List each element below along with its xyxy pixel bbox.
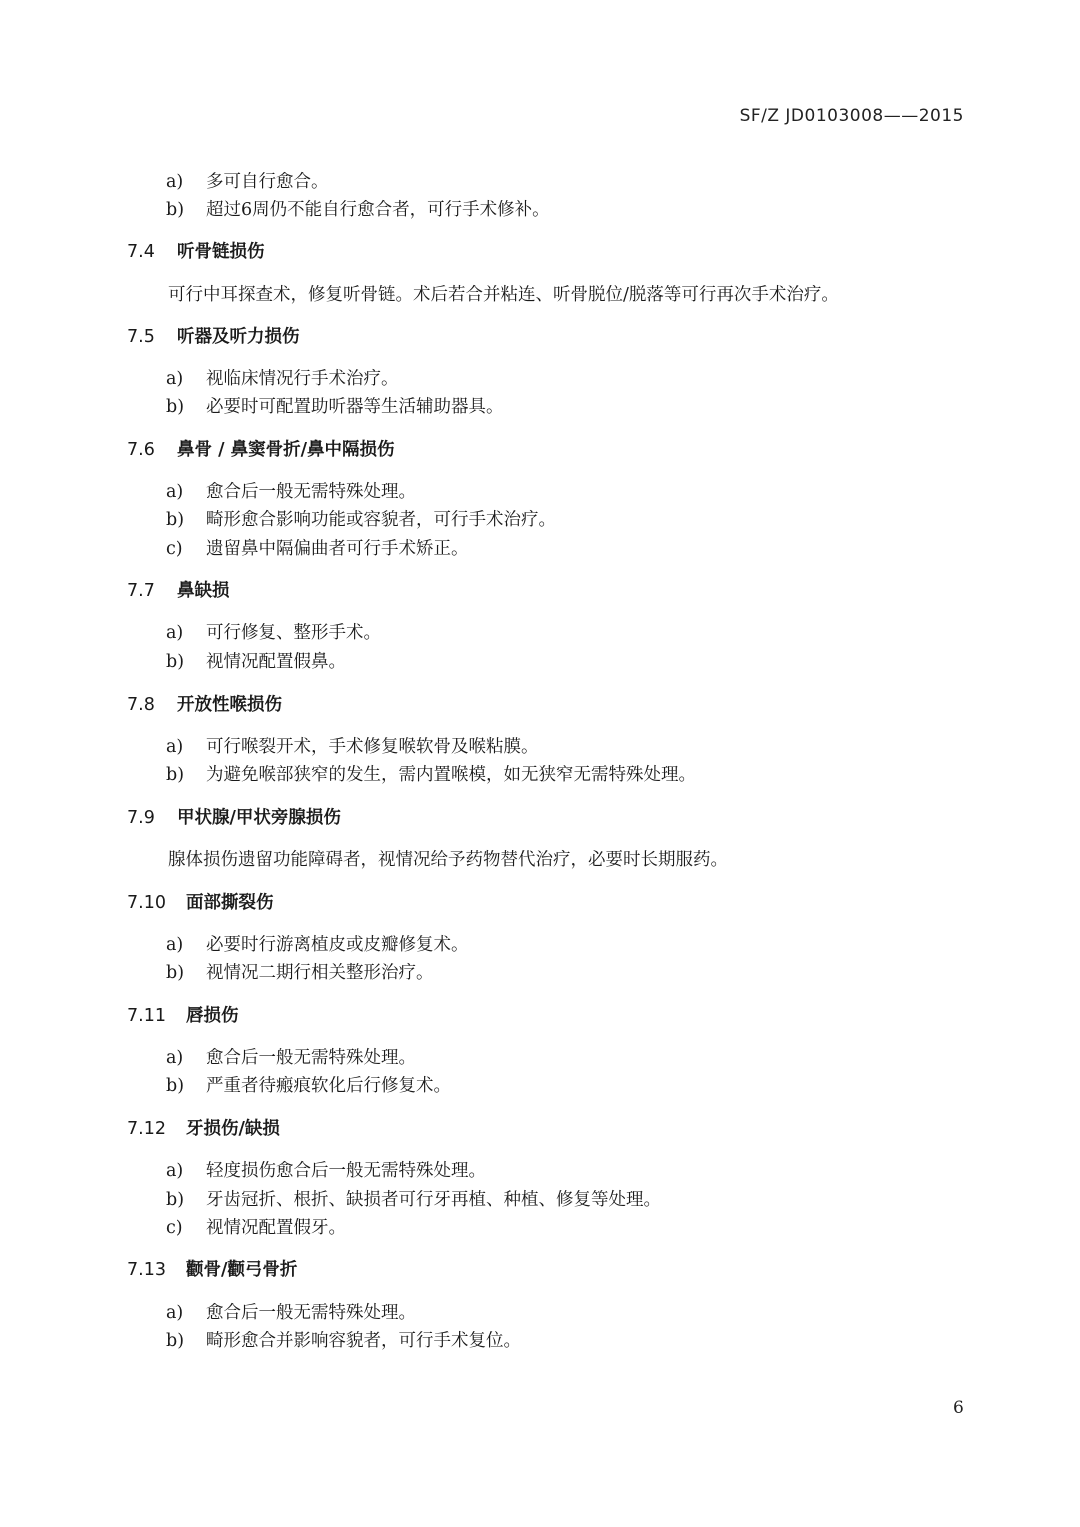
item-letter: a)	[166, 1048, 184, 1068]
section-paragraph: 腺体损伤遗留功能障碍者，视情况给予药物替代治疗，必要时长期服药。	[168, 850, 728, 870]
item-letter: a)	[166, 1161, 184, 1181]
item-text: 畸形愈合影响功能或容貌者，可行手术治疗。	[206, 510, 556, 530]
item-text: 必要时可配置助听器等生活辅助器具。	[206, 397, 504, 417]
item-letter: b)	[166, 397, 185, 417]
section-title: 开放性喉损伤	[177, 695, 282, 715]
item-text: 畸形愈合并影响容貌者，可行手术复位。	[206, 1331, 521, 1351]
section-title: 鼻骨 / 鼻窦骨折/鼻中隔损伤	[177, 440, 395, 460]
section-number: 7.5	[127, 327, 155, 347]
item-letter: c)	[166, 539, 183, 559]
item-letter: b)	[166, 1331, 185, 1351]
item-letter: b)	[166, 765, 185, 785]
item-text: 严重者待瘢痕软化后行修复术。	[206, 1076, 451, 1096]
item-text: 愈合后一般无需特殊处理。	[206, 1303, 416, 1323]
item-text: 愈合后一般无需特殊处理。	[206, 482, 416, 502]
item-text: 视情况配置假牙。	[206, 1218, 346, 1238]
section-title: 颧骨/颧弓骨折	[186, 1260, 298, 1280]
item-letter: a)	[166, 1303, 184, 1323]
item-text: 视情况配置假鼻。	[206, 652, 346, 672]
item-letter: b)	[166, 652, 185, 672]
item-text: 可行喉裂开术，手术修复喉软骨及喉粘膜。	[206, 737, 539, 757]
section-title: 听器及听力损伤	[177, 327, 300, 347]
section-number: 7.11	[127, 1006, 166, 1026]
item-text: 多可自行愈合。	[206, 172, 329, 192]
item-letter: a)	[166, 172, 184, 192]
section-title: 鼻缺损	[177, 581, 230, 601]
section-number: 7.8	[127, 695, 155, 715]
section-title: 面部撕裂伤	[186, 893, 274, 913]
item-letter: b)	[166, 1190, 185, 1210]
section-title: 甲状腺/甲状旁腺损伤	[177, 808, 341, 828]
item-letter: b)	[166, 510, 185, 530]
item-letter: a)	[166, 737, 184, 757]
item-text: 为避免喉部狭窄的发生，需内置喉模，如无狭窄无需特殊处理。	[206, 765, 696, 785]
item-letter: a)	[166, 935, 184, 955]
document-code: SF/Z JD0103008——2015	[739, 106, 964, 126]
item-letter: b)	[166, 963, 185, 983]
section-number: 7.13	[127, 1260, 166, 1280]
item-text: 牙齿冠折、根折、缺损者可行牙再植、种植、修复等处理。	[206, 1190, 661, 1210]
section-paragraph: 可行中耳探查术，修复听骨链。术后若合并粘连、听骨脱位/脱落等可行再次手术治疗。	[168, 285, 839, 305]
item-letter: a)	[166, 369, 184, 389]
section-number: 7.6	[127, 440, 155, 460]
section-title: 唇损伤	[186, 1006, 239, 1026]
item-letter: c)	[166, 1218, 183, 1238]
page-number: 6	[953, 1398, 964, 1418]
section-number: 7.4	[127, 242, 155, 262]
section-title: 听骨链损伤	[177, 242, 265, 262]
section-title: 牙损伤/缺损	[186, 1119, 280, 1139]
item-text: 轻度损伤愈合后一般无需特殊处理。	[206, 1161, 486, 1181]
item-text: 必要时行游离植皮或皮瓣修复术。	[206, 935, 469, 955]
item-text: 视情况二期行相关整形治疗。	[206, 963, 434, 983]
section-number: 7.12	[127, 1119, 166, 1139]
item-text: 视临床情况行手术治疗。	[206, 369, 399, 389]
item-letter: b)	[166, 200, 185, 220]
item-letter: a)	[166, 623, 184, 643]
item-text: 遗留鼻中隔偏曲者可行手术矫正。	[206, 539, 469, 559]
section-number: 7.10	[127, 893, 166, 913]
item-text: 愈合后一般无需特殊处理。	[206, 1048, 416, 1068]
item-text: 可行修复、整形手术。	[206, 623, 381, 643]
section-number: 7.9	[127, 808, 155, 828]
item-text: 超过6周仍不能自行愈合者，可行手术修补。	[206, 200, 550, 220]
item-letter: b)	[166, 1076, 185, 1096]
section-number: 7.7	[127, 581, 155, 601]
item-letter: a)	[166, 482, 184, 502]
